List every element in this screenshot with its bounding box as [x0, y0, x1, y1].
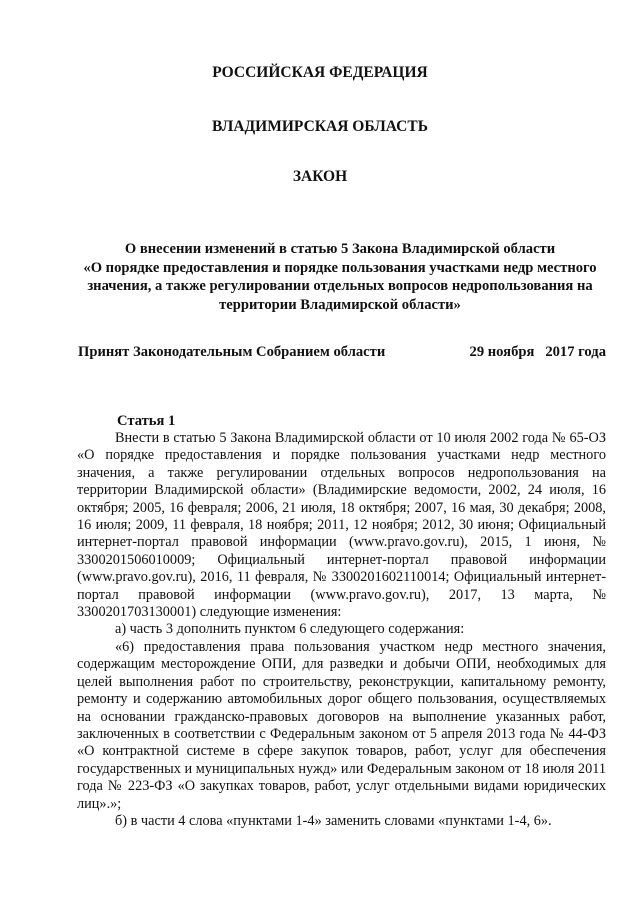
article-heading: Статья 1	[117, 413, 176, 429]
article-paragraph: Внести в статью 5 Закона Владимирской области от 10 июля 2002 года № 65-ОЗ «О порядке предоставления и порядке пользования участками недр местного значения, а также регулировании отдельных вопросов недропользования на территории Владимирской области» (Владимирские ведомости, 2002, 24 июля, 16 октября; 2005, 16 февраля; 2006, 21 июля, 18 октября; 2007, 16 мая, 30 декабря; 2008, 16 июля; 2009, 11 февраля, 18 ноября; 2011, 12 ноября; 2012, 30 июня; Официальный интернет-портал правовой информации (www.pravo.gov.ru), 2015, 1 июня, № 3300201506010009; Официальный интернет-портал правовой информации (www.pravo.gov.ru), 2016, 11 февраля, № 3300201602110014; Официальный интернет-портал правовой информации (www.pravo.gov.ru), 2017, 13 марта, № 3300201703130001) следующие изменения:	[77, 430, 606, 621]
law-title-line: «О порядке предоставления и порядке пользования участками недр местного	[83, 259, 597, 276]
article-paragraph: а) часть 3 дополнить пунктом 6 следующего содержания:	[115, 621, 465, 638]
law-title-line: значения, а также регулировании отдельных вопросов недропользования на	[87, 278, 593, 294]
law-title	[70, 240, 610, 314]
header-country: РОССИЙСКАЯ ФЕДЕРАЦИЯ	[212, 64, 428, 81]
header-doc-type: ЗАКОН	[292, 168, 348, 185]
adoption-date: 29 ноября 2017 года	[469, 344, 606, 360]
header-region: ВЛАДИМИРСКАЯ ОБЛАСТЬ	[212, 118, 428, 135]
adoption-line	[78, 344, 606, 361]
article-paragraph: «6) предоставления права пользования участком недр местного значения, содержащим месторождение ОПИ, для разведки и добычи ОПИ, необходимых для целей выполнения работ по строительству, реконструкции, капитальному ремонту, ремонту и содержанию автомобильных дорог общего пользования, осуществляемых на основании гражданско-правовых договоров на выполнение указанных работ, заключенных в соответствии с Федеральным законом от 5 апреля 2013 года № 44-ФЗ «О контрактной системе в сфере закупок товаров, работ, услуг для обеспечения государственных и муниципальных нужд» или Федеральным законом от 18 июля 2011 года № 223-ФЗ «О закупках товаров, работ, услуг отдельными видами юридических лиц».»;	[77, 638, 606, 812]
article-paragraph: б) в части 4 слова «пунктами 1-4» заменить словами «пунктами 1-4, 6».	[115, 812, 552, 829]
law-title-line: О внесении изменений в статью 5 Закона Владимирской области	[124, 241, 556, 257]
law-title-line: территории Владимирской области»	[219, 296, 461, 313]
adoption-label: Принят Законодательным Собранием области	[78, 344, 386, 360]
article-body	[77, 430, 606, 830]
